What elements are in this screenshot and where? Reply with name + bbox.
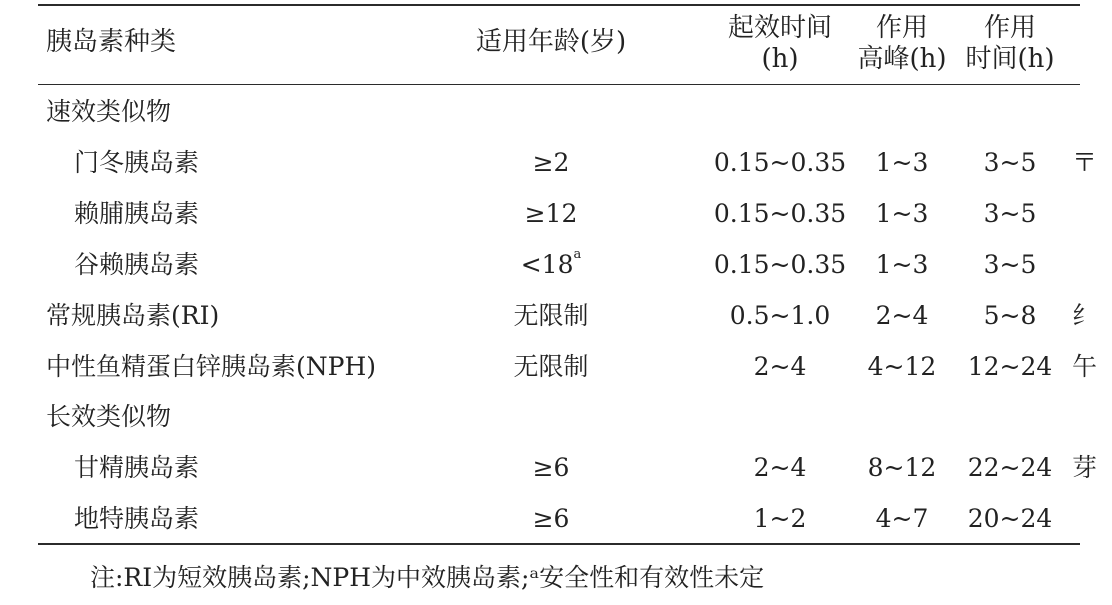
cell-onset-text: 0.5~1.0 — [729, 301, 831, 330]
header-peak-line2: 高峰(h) — [857, 44, 947, 74]
cell-age — [470, 194, 632, 234]
header-rule — [38, 84, 1080, 85]
cell-peak — [853, 143, 951, 183]
cell-insulin-name-text: 谷赖胰岛素 — [74, 250, 200, 279]
cell-insulin-name-text: 中性鱼精蛋白锌胰岛素(NPH) — [46, 352, 377, 381]
header-insulin-type: 胰岛素种类 — [46, 27, 177, 57]
cell-age-text: 无限制 — [513, 352, 589, 381]
cell-peak-text: 1~3 — [875, 148, 929, 177]
cell-peak — [853, 296, 951, 336]
cell-peak-text: 4~12 — [867, 352, 937, 381]
cell-onset — [712, 143, 848, 183]
table-row — [0, 245, 1080, 285]
cell-onset — [712, 347, 848, 387]
cell-age — [470, 499, 632, 539]
cell-peak-text: 8~12 — [867, 453, 937, 482]
cell-insulin-name-text: 甘精胰岛素 — [74, 453, 200, 482]
cell-age-text: ≥6 — [532, 504, 570, 533]
cell-insulin-name — [74, 194, 199, 234]
header-onset-line1: 起效时间 — [727, 13, 832, 43]
cell-onset-text: 0.15~0.35 — [713, 250, 847, 279]
header-peak — [853, 13, 951, 75]
cell-duration — [960, 448, 1060, 488]
cell-age-text: ≥6 — [532, 453, 570, 482]
cell-insulin-name — [74, 143, 199, 183]
table-row — [0, 194, 1080, 234]
cell-age-text: ≥2 — [532, 148, 570, 177]
cell-duration-text: 3~5 — [983, 199, 1037, 228]
cell-onset-text: 1~2 — [753, 504, 807, 533]
cell-peak-text: 1~3 — [875, 199, 929, 228]
table-row — [0, 296, 1098, 336]
cell-truncated-text: 午 — [1072, 352, 1098, 381]
cell-duration-text: 3~5 — [983, 250, 1037, 279]
cell-insulin-name-text: 速效类似物 — [46, 97, 172, 126]
cell-duration — [960, 194, 1060, 234]
cell-insulin-name-text: 常规胰岛素(RI) — [46, 301, 220, 330]
header-duration-line1: 作用 — [983, 13, 1036, 43]
cell-truncated — [1072, 296, 1112, 336]
cell-onset — [712, 296, 848, 336]
cell-onset — [712, 194, 848, 234]
table-note: 注:RI为短效胰岛素;NPH为中效胰岛素;ᵃ安全性和有效性未定 — [90, 563, 765, 592]
cell-onset-text: 0.15~0.35 — [713, 199, 847, 228]
cell-age-text: ≥12 — [524, 199, 578, 228]
table-row — [0, 143, 1098, 183]
header-onset-line2: (h) — [761, 44, 799, 74]
cell-age — [470, 245, 632, 285]
cell-insulin-name — [74, 499, 199, 539]
cell-truncated-text: 芽 — [1072, 453, 1098, 482]
header-onset — [712, 13, 848, 75]
cell-insulin-name — [46, 296, 219, 336]
cell-onset — [712, 448, 848, 488]
footnote-marker: a — [573, 247, 582, 262]
cell-truncated-text: 〒 — [1072, 148, 1098, 177]
cell-duration — [960, 347, 1060, 387]
cell-duration-text: 12~24 — [967, 352, 1053, 381]
header-age: 适用年龄(岁) — [475, 27, 627, 57]
cell-onset — [712, 499, 848, 539]
cell-insulin-name-text: 赖脯胰岛素 — [74, 199, 200, 228]
cell-insulin-name — [46, 397, 171, 437]
cell-truncated — [1072, 347, 1112, 387]
cell-duration — [960, 499, 1060, 539]
cell-truncated-text: 纟 — [1072, 301, 1098, 330]
cell-peak-text: 1~3 — [875, 250, 929, 279]
cell-peak — [853, 499, 951, 539]
cell-age — [470, 347, 632, 387]
cell-peak — [853, 194, 951, 234]
header-peak-line1: 作用 — [875, 13, 928, 43]
header-duration-line2: 时间(h) — [965, 44, 1055, 74]
cell-age — [470, 448, 632, 488]
cell-insulin-name-text: 地特胰岛素 — [74, 504, 200, 533]
cell-insulin-name-text: 门冬胰岛素 — [74, 148, 200, 177]
cell-age — [470, 143, 632, 183]
cell-onset-text: 2~4 — [753, 352, 807, 381]
cell-insulin-name-text: 长效类似物 — [46, 402, 172, 431]
cell-duration-text: 3~5 — [983, 148, 1037, 177]
cell-peak — [853, 448, 951, 488]
cell-insulin-name — [46, 92, 171, 132]
cell-duration-text: 20~24 — [967, 504, 1053, 533]
cell-truncated — [1072, 448, 1112, 488]
cell-onset-text: 2~4 — [753, 453, 807, 482]
cell-insulin-name — [74, 448, 199, 488]
cell-duration — [960, 245, 1060, 285]
cell-peak — [853, 245, 951, 285]
cell-duration-text: 22~24 — [967, 453, 1053, 482]
cell-age-text: 无限制 — [513, 301, 589, 330]
table-top-rule — [38, 4, 1080, 6]
cell-peak-text: 2~4 — [875, 301, 929, 330]
header-duration — [960, 13, 1060, 75]
cell-age — [470, 296, 632, 336]
table-row — [0, 92, 1080, 132]
table-row — [0, 448, 1098, 488]
cell-onset-text: 0.15~0.35 — [713, 148, 847, 177]
table-row — [0, 397, 1080, 437]
cell-insulin-name — [74, 245, 199, 285]
cell-duration-text: 5~8 — [983, 301, 1037, 330]
cell-duration — [960, 143, 1060, 183]
cell-duration — [960, 296, 1060, 336]
cell-peak — [853, 347, 951, 387]
table-row — [0, 499, 1080, 539]
cell-age-text: <18 — [520, 250, 574, 279]
cell-peak-text: 4~7 — [875, 504, 929, 533]
table-bottom-rule — [38, 543, 1080, 545]
cell-truncated — [1072, 143, 1112, 183]
cell-insulin-name — [46, 347, 376, 387]
cell-onset — [712, 245, 848, 285]
table-row — [0, 347, 1098, 387]
